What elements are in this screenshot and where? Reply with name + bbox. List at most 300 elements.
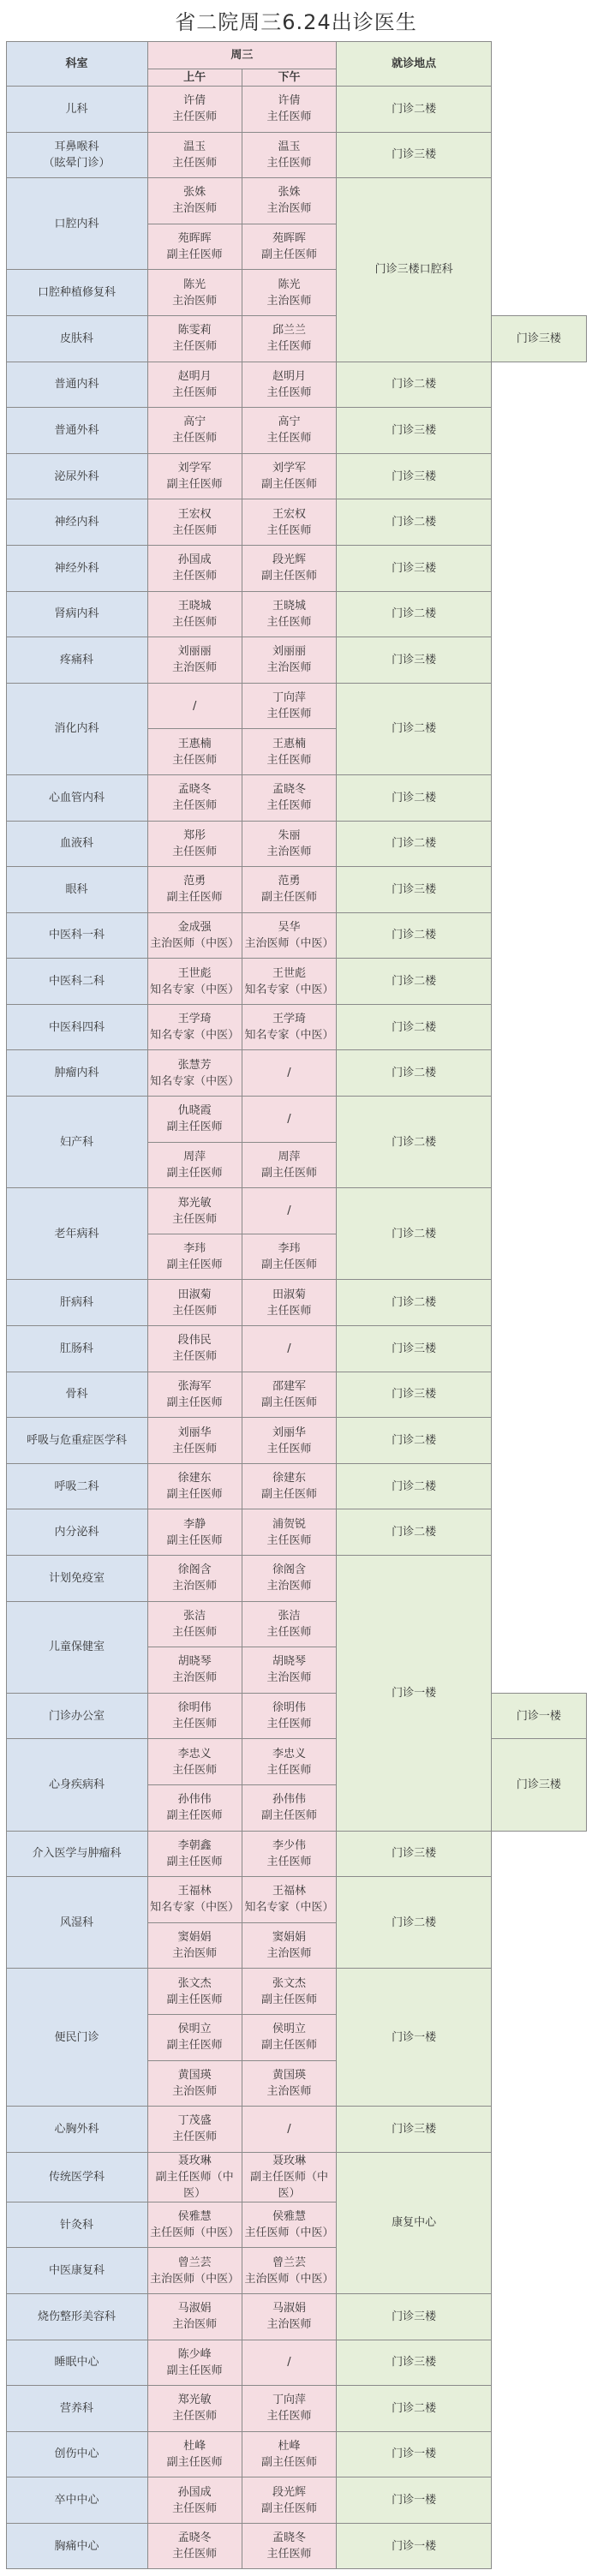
table-row: [6, 1463, 586, 1509]
doctor-title: 主任医师: [172, 1442, 218, 1455]
table-row: [6, 1050, 586, 1097]
department-cell: [6, 591, 147, 637]
location-cell: 门诊三楼: [337, 545, 492, 591]
am-doctor-cell: [147, 1922, 242, 1969]
table-row: [6, 1969, 586, 2015]
department-name: 心血管内科: [48, 791, 105, 804]
table-row: [6, 132, 586, 178]
doctor-name: /: [287, 1204, 291, 1218]
department-name: 传统医学科: [48, 2170, 105, 2184]
department-cell: [6, 867, 147, 913]
department-name: 呼吸二科: [54, 1479, 99, 1493]
doctor-title: 副主任医师: [260, 1993, 317, 2006]
header-am: 上午: [147, 69, 242, 87]
location-cell: 门诊三楼: [337, 2107, 492, 2153]
doctor-title: 主任医师: [266, 1763, 312, 1777]
location-cell: 门诊一楼: [337, 2523, 492, 2569]
doctor-name: 徐阁含: [272, 1563, 306, 1577]
location-cell: 门诊二楼: [337, 821, 492, 867]
doctor-title: 主任医师: [172, 2548, 218, 2561]
pm-doctor-cell: [242, 821, 336, 867]
doctor-name: 侯明立: [177, 2023, 212, 2036]
doctor-name: 黄国瑛: [272, 2068, 306, 2082]
am-doctor-cell: [147, 270, 242, 316]
pm-doctor-cell: [242, 2014, 336, 2060]
am-doctor-cell: [147, 2248, 242, 2294]
doctor-title: 主治医师: [266, 2318, 312, 2332]
location-cell: 门诊二楼: [337, 1877, 492, 1969]
doctor-name: 许倩: [183, 94, 206, 108]
location-cell: 门诊二楼: [337, 1463, 492, 1509]
table-row: [6, 1739, 586, 1785]
doctor-name: 孙伟伟: [272, 1793, 306, 1807]
doctor-title: 主任医师: [266, 799, 312, 813]
department-name: （眩晕门诊）: [43, 156, 111, 170]
doctor-name: 陈光: [183, 278, 206, 291]
doctor-name: /: [287, 1067, 291, 1080]
department-cell: [6, 2340, 147, 2386]
department-cell: [6, 1739, 147, 1831]
doctor-title: 知名专家（中医）: [244, 1901, 334, 1915]
doctor-name: 王世彪: [177, 966, 212, 980]
department-cell: [6, 408, 147, 454]
department-cell: [6, 2152, 147, 2202]
am-doctor-cell: [147, 821, 242, 867]
doctor-title: 主治医师: [172, 1671, 218, 1685]
location-cell: 门诊三楼: [492, 315, 586, 362]
doctor-title: 主任医师: [266, 615, 312, 629]
doctor-name: 徐建东: [272, 1472, 306, 1485]
doctor-name: 孙国成: [177, 2485, 212, 2499]
doctor-title: 主任医师: [266, 2548, 312, 2561]
am-doctor-cell: [147, 2477, 242, 2524]
doctor-title: 主任医师: [172, 799, 218, 813]
doctor-title: 副主任医师（中医）: [155, 2170, 234, 2200]
doctor-name: 徐明伟: [177, 1701, 212, 1715]
am-doctor-cell: [147, 362, 242, 408]
table-row: [6, 591, 586, 637]
doctor-name: 王晓城: [177, 599, 212, 613]
pm-doctor-cell: [242, 224, 336, 270]
doctor-title: 主治医师: [266, 1671, 312, 1685]
am-doctor-cell: [147, 2340, 242, 2386]
doctor-title: 副主任医师: [260, 1396, 317, 1409]
doctor-name: /: [192, 699, 197, 713]
pm-doctor-cell: [242, 453, 336, 499]
doctor-name: 窦娟娟: [272, 1931, 306, 1945]
department-name: 内分泌科: [54, 1526, 99, 1539]
doctor-title: 主任医师: [172, 1625, 218, 1639]
am-doctor-cell: [147, 2152, 242, 2202]
location-cell: 门诊三楼: [337, 637, 492, 684]
doctor-title: 主任医师: [172, 845, 218, 858]
location-cell: 门诊三楼: [337, 1372, 492, 1418]
table-row: [6, 1004, 586, 1050]
doctor-name: 杜峰: [278, 2439, 301, 2453]
pm-doctor-cell: [242, 959, 336, 1005]
location-cell: 门诊一楼: [337, 1556, 492, 1832]
doctor-name: 张文杰: [177, 1976, 212, 1990]
table-row: [6, 1601, 586, 1647]
doctor-name: 窦娟娟: [177, 1931, 212, 1945]
table-row: [6, 1509, 586, 1556]
department-name: 妇产科: [59, 1135, 93, 1149]
doctor-title: 主治医师: [266, 1580, 312, 1593]
doctor-name: 聂玫琳: [272, 2154, 306, 2167]
am-doctor-cell: [147, 545, 242, 591]
doctor-name: 张洁: [183, 1609, 206, 1623]
department-name: 中医康复科: [48, 2264, 105, 2278]
table-row: [6, 87, 586, 133]
am-doctor-cell: [147, 1831, 242, 1877]
table-row: [6, 959, 586, 1005]
doctor-name: 邵建军: [272, 1379, 306, 1393]
am-doctor-cell: [147, 1463, 242, 1509]
pm-doctor-cell: [242, 2202, 336, 2248]
table-row: [6, 408, 586, 454]
department-name: 睡眠中心: [54, 2356, 99, 2370]
doctor-title: 主任医师: [266, 708, 312, 721]
department-name: 胸痛中心: [54, 2539, 99, 2553]
doctor-name: /: [287, 2356, 291, 2370]
doctor-title: 主任医师: [266, 111, 312, 124]
pm-doctor-cell: [242, 1463, 336, 1509]
table-row: [6, 362, 586, 408]
am-doctor-cell: [147, 1647, 242, 1694]
department-name: 肛肠科: [59, 1342, 93, 1355]
pm-doctor-cell: [242, 1372, 336, 1418]
pm-doctor-cell: [242, 2152, 336, 2202]
department-cell: [6, 270, 147, 316]
department-cell: [6, 178, 147, 270]
table-row: [6, 912, 586, 959]
doctor-name: 张姝: [278, 186, 301, 200]
am-doctor-cell: [147, 132, 242, 178]
pm-doctor-cell: [242, 1784, 336, 1831]
department-name: 儿科: [65, 102, 88, 116]
table-row: [6, 1877, 586, 1923]
doctor-title: 主任医师: [266, 340, 312, 354]
table-row: [6, 1280, 586, 1326]
doctor-name: 曾兰芸: [177, 2256, 212, 2269]
doctor-name: 丁向萍: [272, 2394, 306, 2407]
am-doctor-cell: [147, 1693, 242, 1739]
pm-doctor-cell: [242, 1280, 336, 1326]
doctor-title: 副主任医师: [260, 570, 317, 583]
am-doctor-cell: [147, 683, 242, 729]
department-cell: [6, 821, 147, 867]
doctor-name: 侯雅慧: [177, 2210, 212, 2224]
doctor-title: 副主任医师: [166, 1855, 223, 1868]
table-row: [6, 2293, 586, 2340]
department-name: 中医科四科: [48, 1020, 105, 1034]
pm-doctor-cell: [242, 1556, 336, 1602]
am-doctor-cell: [147, 1234, 242, 1280]
department-name: 耳鼻喉科: [54, 140, 99, 153]
doctor-title: 主治医师（中医）: [244, 2272, 334, 2286]
doctor-name: 刘丽华: [177, 1425, 212, 1439]
pm-doctor-cell: [242, 637, 336, 684]
header-pm: 下午: [242, 69, 336, 87]
doctor-title: 主治医师: [172, 294, 218, 308]
am-doctor-cell: [147, 1004, 242, 1050]
doctor-name: 温玉: [183, 140, 206, 153]
doctor-name: 李少伟: [272, 1838, 306, 1852]
doctor-title: 知名专家（中医）: [150, 1029, 240, 1043]
pm-doctor-cell: [242, 2248, 336, 2294]
am-doctor-cell: [147, 1969, 242, 2015]
location-cell: 门诊一楼: [337, 2477, 492, 2524]
doctor-title: 副主任医师: [166, 1488, 223, 1502]
department-name: 针灸科: [59, 2218, 93, 2232]
am-doctor-cell: [147, 1326, 242, 1372]
doctor-name: 温玉: [278, 140, 301, 153]
table-row: [6, 2431, 586, 2477]
doctor-name: 苑晖晖: [272, 232, 306, 246]
doctor-title: 副主任医师: [166, 2039, 223, 2053]
doctor-name: 徐明伟: [272, 1701, 306, 1715]
am-doctor-cell: [147, 453, 242, 499]
doctor-name: 李静: [183, 1517, 206, 1531]
department-cell: [6, 1969, 147, 2107]
department-cell: [6, 2248, 147, 2294]
table-row: [6, 1556, 586, 1602]
department-cell: [6, 132, 147, 178]
doctor-name: /: [287, 2122, 291, 2136]
pm-doctor-cell: [242, 2431, 336, 2477]
am-doctor-cell: [147, 2523, 242, 2569]
doctor-title: 主治医师: [266, 845, 312, 858]
doctor-title: 主任医师: [266, 1718, 312, 1731]
table-row: [6, 1188, 586, 1234]
doctor-title: 副主任医师: [166, 1121, 223, 1134]
doctor-name: 高宁: [278, 415, 301, 429]
department-cell: [6, 774, 147, 821]
doctor-title: 主治医师: [266, 661, 312, 675]
location-cell: 门诊二楼: [337, 1004, 492, 1050]
pm-doctor-cell: [242, 2386, 336, 2432]
table-row: [6, 178, 586, 224]
doctor-name: 刘丽丽: [272, 645, 306, 659]
location-cell: 门诊一楼: [337, 1969, 492, 2107]
am-doctor-cell: [147, 499, 242, 546]
doctor-title: 主任医师: [172, 340, 218, 354]
am-doctor-cell: [147, 912, 242, 959]
pm-doctor-cell: [242, 1097, 336, 1143]
doctor-title: 主治医师: [172, 1580, 218, 1593]
doctor-name: 王惠楠: [177, 737, 212, 750]
table-row: [6, 2152, 586, 2202]
table-row: [6, 2523, 586, 2569]
doctor-name: 王宏权: [177, 507, 212, 521]
table-row: [6, 867, 586, 913]
department-name: 眼科: [65, 882, 88, 896]
am-doctor-cell: [147, 637, 242, 684]
pm-doctor-cell: [242, 1509, 336, 1556]
header-location: 就诊地点: [337, 42, 492, 87]
pm-doctor-cell: [242, 1188, 336, 1234]
doctor-name: 马淑娟: [272, 2302, 306, 2316]
am-doctor-cell: [147, 2014, 242, 2060]
doctor-name: 赵明月: [272, 369, 306, 383]
department-cell: [6, 1418, 147, 1464]
am-doctor-cell: [147, 178, 242, 224]
pm-doctor-cell: [242, 362, 336, 408]
doctor-name: /: [287, 1112, 291, 1126]
pm-doctor-cell: [242, 87, 336, 133]
doctor-name: 徐阁含: [177, 1563, 212, 1577]
doctor-name: 胡晓琴: [272, 1655, 306, 1669]
doctor-title: 副主任医师: [260, 478, 317, 492]
doctor-name: /: [287, 1342, 291, 1355]
department-name: 疼痛科: [59, 653, 93, 666]
pm-doctor-cell: [242, 774, 336, 821]
doctor-name: 聂玫琳: [177, 2154, 212, 2167]
doctor-name: 孟晓冬: [177, 783, 212, 797]
pm-doctor-cell: [242, 270, 336, 316]
doctor-title: 副主任医师: [166, 1809, 223, 1823]
department-name: 血液科: [59, 837, 93, 851]
table-row: [6, 637, 586, 684]
doctor-title: 主任医师: [172, 111, 218, 124]
am-doctor-cell: [147, 1556, 242, 1602]
doctor-name: 黄国瑛: [177, 2068, 212, 2082]
department-cell: [6, 1050, 147, 1097]
doctor-title: 主任医师: [172, 1763, 218, 1777]
doctor-title: 副主任医师: [260, 2455, 317, 2469]
pm-doctor-cell: [242, 1739, 336, 1785]
doctor-name: 苑晖晖: [177, 232, 212, 246]
doctor-title: 主任医师: [266, 2410, 312, 2424]
department-cell: [6, 499, 147, 546]
am-doctor-cell: [147, 1784, 242, 1831]
doctor-title: 副主任医师: [166, 1166, 223, 1180]
doctor-title: 主任医师: [172, 1304, 218, 1318]
pm-doctor-cell: [242, 2477, 336, 2524]
location-cell: 门诊二楼: [337, 1509, 492, 1556]
doctor-name: 刘学军: [272, 462, 306, 475]
doctor-title: 主任医师: [266, 386, 312, 399]
am-doctor-cell: [147, 1050, 242, 1097]
doctor-name: 范勇: [278, 875, 301, 888]
doctor-title: 知名专家（中医）: [150, 1901, 240, 1915]
doctor-name: 孟晓冬: [177, 2531, 212, 2545]
department-name: 门诊办公室: [48, 1709, 105, 1723]
location-cell: 门诊二楼: [337, 774, 492, 821]
location-cell: 门诊三楼: [337, 2340, 492, 2386]
doctor-title: 主任医师: [266, 1304, 312, 1318]
pm-doctor-cell: [242, 1142, 336, 1188]
department-name: 消化内科: [54, 722, 99, 736]
doctor-title: 主任医师（中医）: [244, 2226, 334, 2240]
doctor-title: 副主任医师: [166, 2364, 223, 2377]
pm-doctor-cell: [242, 1326, 336, 1372]
table-row: [6, 270, 586, 316]
am-doctor-cell: [147, 1142, 242, 1188]
department-name: 心身疾病科: [48, 1778, 105, 1791]
doctor-title: 主治医师（中医）: [244, 936, 334, 950]
doctor-title: 副主任医师: [166, 1533, 223, 1547]
am-doctor-cell: [147, 2293, 242, 2340]
doctor-title: 主任医师: [172, 1350, 218, 1364]
am-doctor-cell: [147, 1739, 242, 1785]
location-cell: 门诊二楼: [337, 959, 492, 1005]
location-cell: 门诊三楼: [337, 1831, 492, 1877]
doctor-title: 主治医师: [172, 202, 218, 216]
department-name: 泌尿外科: [54, 469, 99, 483]
am-doctor-cell: [147, 729, 242, 775]
department-cell: [6, 2202, 147, 2248]
doctor-title: 副主任医师: [260, 891, 317, 905]
doctor-name: 王惠楠: [272, 737, 306, 750]
pm-doctor-cell: [242, 315, 336, 362]
am-doctor-cell: [147, 774, 242, 821]
doctor-name: 李朝鑫: [177, 1838, 212, 1852]
am-doctor-cell: [147, 1188, 242, 1234]
department-name: 计划免疫室: [48, 1571, 105, 1585]
doctor-name: 邱兰兰: [272, 324, 306, 338]
doctor-title: 副主任医师: [166, 478, 223, 492]
location-cell: 门诊三楼: [337, 2293, 492, 2340]
pm-doctor-cell: [242, 2107, 336, 2153]
table-row: [6, 499, 586, 546]
doctor-name: 高宁: [183, 415, 206, 429]
location-cell: 门诊二楼: [337, 1280, 492, 1326]
table-row: [6, 2107, 586, 2153]
pm-doctor-cell: [242, 867, 336, 913]
doctor-name: 李玮: [183, 1242, 206, 1256]
pm-doctor-cell: [242, 729, 336, 775]
table-row: [6, 821, 586, 867]
doctor-title: 主任医师: [172, 1212, 218, 1226]
doctor-title: 主任医师: [266, 753, 312, 767]
department-name: 神经外科: [54, 561, 99, 575]
doctor-name: 刘丽华: [272, 1425, 306, 1439]
department-name: 普通外科: [54, 423, 99, 437]
department-cell: [6, 2523, 147, 2569]
table-row: [6, 2340, 586, 2386]
location-cell: 门诊三楼: [337, 1326, 492, 1372]
table-row: [6, 315, 586, 362]
doctor-title: 主治医师: [266, 202, 312, 216]
location-cell: 门诊二楼: [337, 1418, 492, 1464]
doctor-title: 副主任医师: [260, 248, 317, 262]
location-cell: 门诊二楼: [337, 591, 492, 637]
doctor-title: 主任医师: [172, 523, 218, 537]
location-cell: 门诊三楼: [337, 867, 492, 913]
doctor-name: 侯明立: [272, 2023, 306, 2036]
doctor-name: 孙伟伟: [177, 1793, 212, 1807]
doctor-name: 侯雅慧: [272, 2210, 306, 2224]
department-name: 骨科: [65, 1388, 88, 1402]
doctor-title: 主任医师: [172, 615, 218, 629]
doctor-title: 主任医师: [266, 156, 312, 170]
doctor-name: 王世彪: [272, 966, 306, 980]
pm-doctor-cell: [242, 1050, 336, 1097]
pm-doctor-cell: [242, 1601, 336, 1647]
doctor-title: 主治医师: [172, 2084, 218, 2098]
doctor-title: 副主任医师: [260, 2039, 317, 2053]
location-cell: 门诊二楼: [337, 683, 492, 774]
am-doctor-cell: [147, 867, 242, 913]
doctor-name: 周萍: [278, 1150, 301, 1163]
department-cell: [6, 2107, 147, 2153]
table-row: [6, 453, 586, 499]
am-doctor-cell: [147, 2202, 242, 2248]
am-doctor-cell: [147, 1877, 242, 1923]
table-row: [6, 2248, 586, 2294]
pm-doctor-cell: [242, 2293, 336, 2340]
